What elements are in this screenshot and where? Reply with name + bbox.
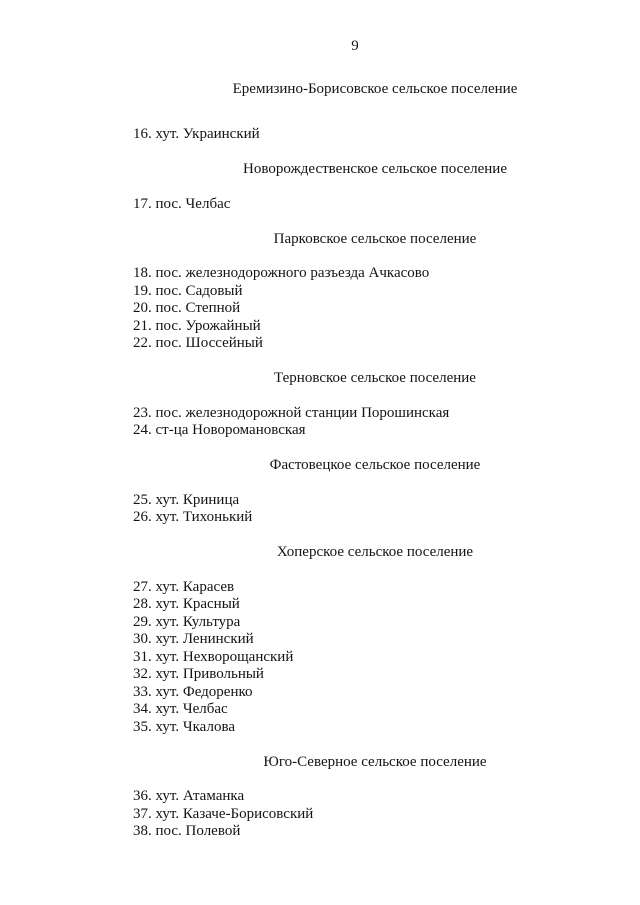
list-item: 36. хут. Атаманка: [133, 788, 245, 805]
list-item: 34. хут. Челбас: [133, 701, 228, 718]
section-heading: Юго-Северное сельское поселение: [263, 753, 487, 770]
section-heading: Терновское сельское поселение: [274, 370, 476, 387]
list-item: 22. пос. Шоссейный: [133, 335, 263, 352]
section-heading: Парковское сельское поселение: [273, 230, 477, 247]
section-heading: Фастовецкое сельское поселение: [269, 457, 481, 474]
list-item: 18. пос. железнодорожного разъезда Ачкасово: [133, 265, 430, 282]
section-novorozhdestvenskoe: [0, 161, 640, 213]
section-eremizino-borisovskoe: [0, 81, 640, 144]
list-item: 35. хут. Чкалова: [133, 718, 235, 735]
list-item: 32. хут. Привольный: [133, 666, 264, 683]
section-ternovskoe: [0, 370, 640, 440]
section-heading: Новорождественское сельское поселение: [243, 161, 507, 178]
list-item: 26. хут. Тихонький: [133, 509, 253, 526]
list-item: 19. пос. Садовый: [133, 282, 243, 299]
section-heading: Хоперское сельское поселение: [276, 544, 474, 561]
document-body: [0, 81, 640, 841]
list-item: 28. хут. Красный: [133, 596, 240, 613]
list-item: 29. хут. Культура: [133, 613, 241, 630]
section-hoperskoe: [0, 544, 640, 736]
section-heading: Еремизино-Борисовское сельское поселение: [232, 81, 518, 98]
section-yugo-severnoe: [0, 754, 640, 841]
list-item: 21. пос. Урожайный: [133, 317, 261, 334]
list-item: 20. пос. Степной: [133, 300, 241, 317]
list-item: 24. ст-ца Новоромановская: [133, 422, 306, 439]
list-item: 30. хут. Ленинский: [133, 631, 254, 648]
list-item: 33. хут. Федоренко: [133, 683, 253, 700]
list-item: 25. хут. Криница: [133, 491, 240, 508]
list-item: 27. хут. Карасев: [133, 578, 235, 595]
list-item: 31. хут. Нехворощанский: [133, 648, 294, 665]
list-item: 16. хут. Украинский: [133, 126, 260, 143]
list-item: 23. пос. железнодорожной станции Порошинская: [133, 404, 450, 421]
list-item: 37. хут. Казаче-Борисовский: [133, 805, 314, 822]
list-item: 17. пос. Челбас: [133, 195, 231, 212]
page-number: 9: [351, 38, 359, 54]
section-parkovskoe: [0, 231, 640, 353]
list-item: 38. пос. Полевой: [133, 823, 241, 840]
section-fastovetskoe: [0, 457, 640, 527]
